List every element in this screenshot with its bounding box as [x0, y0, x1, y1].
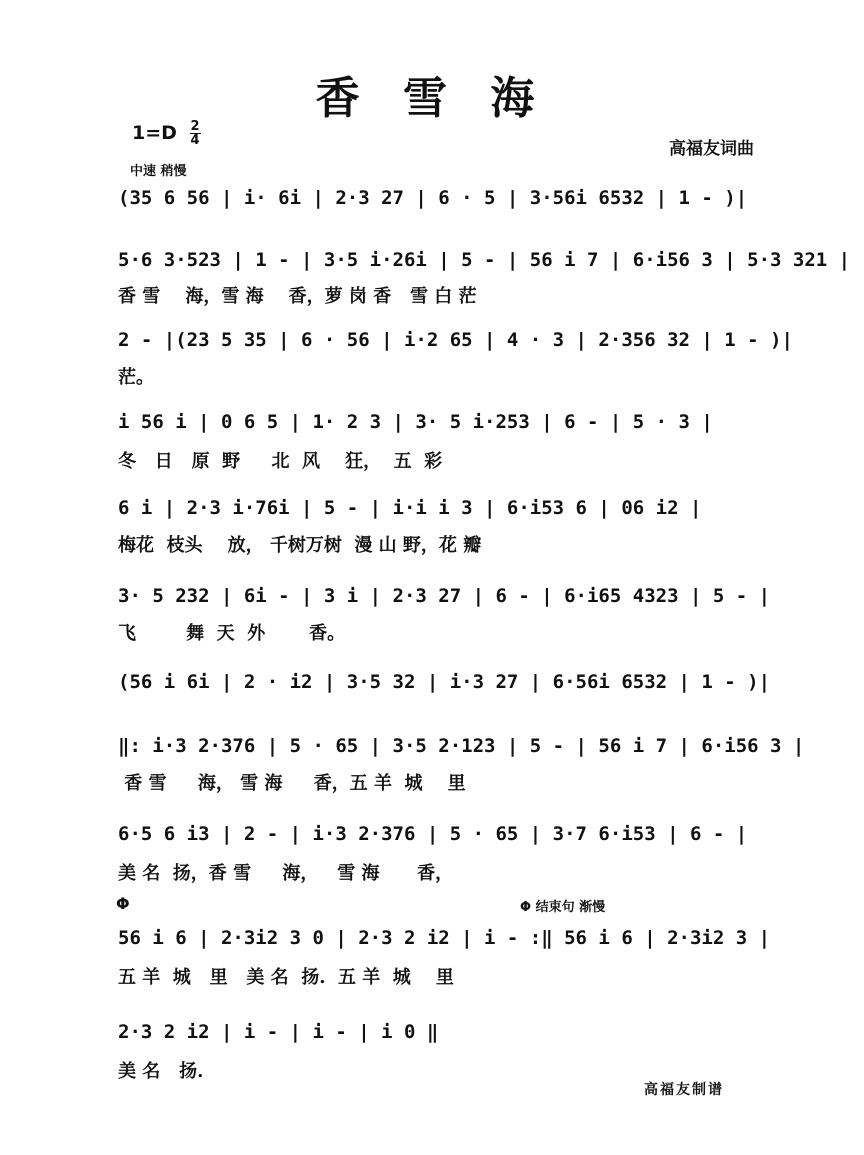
composer-credit: 高福友词曲	[669, 139, 754, 159]
lyric-row-11: 美 名 扬.	[118, 1061, 204, 1082]
coda-ending-label: Φ 结束句 渐慢	[520, 900, 606, 915]
coda-mark: Φ	[116, 894, 130, 913]
score-row-2	[118, 240, 851, 280]
lyric-row-9: 美 名 扬，香 雪 海， 雪 海 香，	[118, 863, 454, 884]
notes-row-5: 6 i | 2·3 i·76i | 5 - | i·i i 3 | 6·i53 6 | 06 i2 |	[118, 497, 702, 519]
song-title: 香 雪 海	[315, 73, 549, 124]
notes-row-8: ‖: i·3 2·376 | 5 · 65 | 3·5 2·123 | 5 - | 56 i 7 | 6·i56 3 |	[118, 735, 805, 757]
lyric-row-8: 香 雪 海， 雪 海 香，五 羊 城 里	[118, 773, 466, 794]
score-row-1	[118, 178, 758, 218]
score-row-7	[118, 662, 771, 702]
notes-row-2: 5·6 3·523 | 1 - | 3·5 i·26i | 5 - | 56 i 7 | 6·i56 3 | 5·3 321 |	[118, 249, 851, 271]
score-row-10	[118, 918, 771, 958]
notes-row-10: 56 i 6 | 2·3i2 3 0 | 2·3 2 i2 | i - :‖ 56 i 6 | 2·3i2 3 |	[118, 927, 771, 949]
notes-row-4: i 56 i | 0 6 5 | 1· 2 3 | 3· 5 i·253 | 6 - | 5 · 3 |	[118, 411, 713, 433]
lyric-row-2: 香 雪 海，雪 海 香，萝 岗 香 雪 白 茫	[118, 286, 477, 307]
notes-row-11: 2·3 2 i2 | i - | i - | i 0 ‖	[118, 1021, 439, 1043]
score-row-5	[118, 488, 758, 528]
lyric-row-5: 梅花 枝头 放， 千树万树 漫 山 野，花 瓣	[118, 535, 482, 556]
lyric-row-3: 茫。	[118, 367, 154, 388]
notes-row-1: (35 6 56 | i· 6i | 2·3 27 | 6 · 5 | 3·56i 6532 | 1 - )|	[118, 187, 748, 209]
notes-row-9: 6·5 6 i3 | 2 - | i·3 2·376 | 5 · 65 | 3·7 6·i53 | 6 - |	[118, 823, 748, 845]
score-row-4	[118, 402, 758, 442]
transcriber-credit: 高福友制谱	[644, 1082, 724, 1098]
time-top: 2	[190, 119, 200, 134]
key-label: 1=D	[132, 122, 177, 144]
time-signature	[190, 120, 201, 147]
notes-row-7: (56 i 6i | 2 · i2 | 3·5 32 | i·3 27 | 6·56i 6532 | 1 - )|	[118, 671, 771, 693]
score-row-6	[118, 576, 771, 616]
score-row-8	[118, 726, 805, 766]
score-row-9	[118, 814, 758, 854]
key-signature	[132, 120, 201, 147]
score-row-11	[118, 1012, 758, 1052]
lyric-row-4: 冬 日 原 野 北 风 狂， 五 彩	[118, 451, 443, 472]
lyric-row-6: 飞 舞 天 外 香。	[118, 623, 346, 644]
score-row-3	[118, 320, 793, 360]
tempo-marking: 中速 稍慢	[130, 164, 187, 179]
notes-row-3: 2 - |(23 5 35 | 6 · 56 | i·2 65 | 4 · 3 | 2·356 32 | 1 - )|	[118, 329, 793, 351]
lyric-row-10: 五 羊 城 里 美 名 扬. 五 羊 城 里	[118, 967, 454, 988]
time-bottom: 4	[190, 133, 200, 148]
notes-row-6: 3· 5 232 | 6i - | 3 i | 2·3 27 | 6 - | 6·i65 4323 | 5 - |	[118, 585, 771, 607]
